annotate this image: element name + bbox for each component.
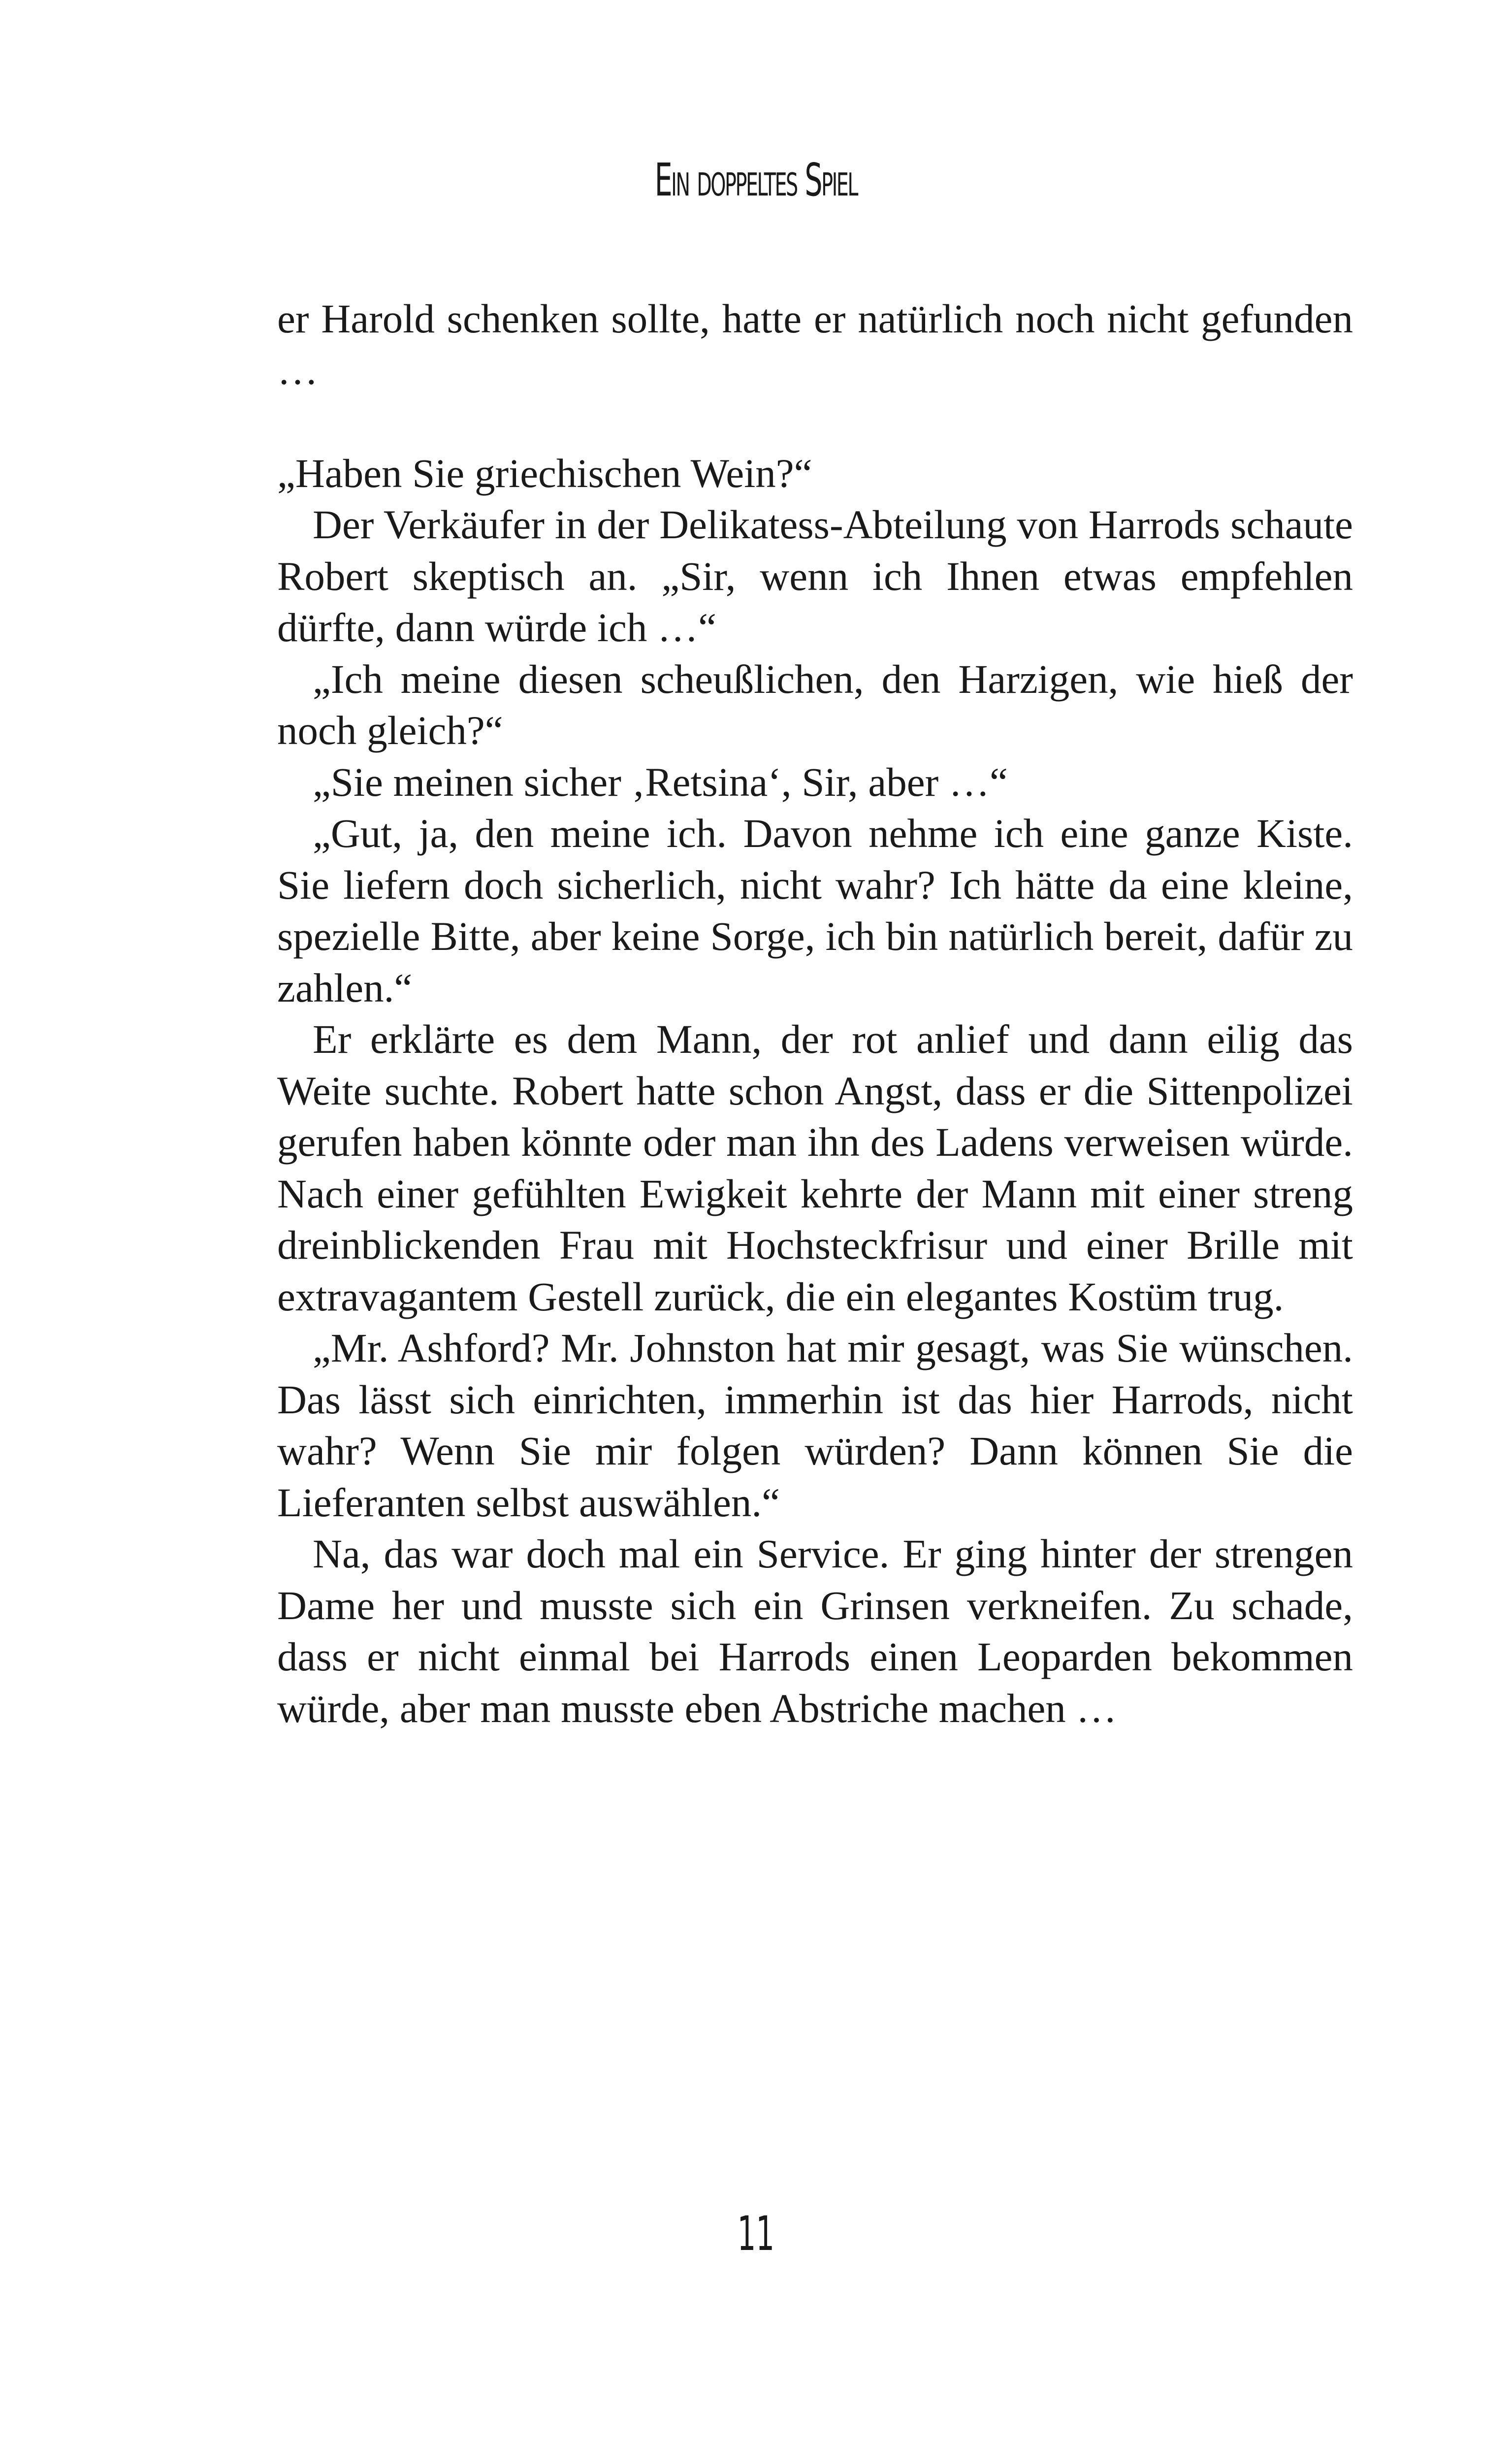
- paragraph: Er erklärte es dem Mann, der rot anlief und dann eilig das Weite suchte. Robert hatte schon Angst, dass er die Sittenpolizei gerufen haben könnte oder man ihn des Ladens verweisen würde. Nach einer gefühlten Ewigkeit kehrte der Mann mit einer streng dreinblickenden Frau mit Hochsteckfrisur und einer Brille mit extravagantem Gestell zurück, die ein elegantes Kostüm trug.: [277, 1016, 1353, 1319]
- paragraph: Der Verkäufer in der Delikatess-Abteilung von Harrods schaute Robert skeptisch an. „Sir, wenn ich Ihnen etwas empfehlen dürfte, dann würde ich …“: [277, 502, 1353, 650]
- running-title: Ein doppeltes Spiel: [654, 154, 858, 206]
- page-number: 11: [737, 2206, 775, 2261]
- body-text: [277, 293, 1353, 1734]
- paragraph: „Haben Sie griechischen Wein?“: [277, 450, 812, 496]
- paragraph: „Gut, ja, den meine ich. Davon nehme ich eine ganze Kiste. Sie liefern doch sicherlich, nicht wahr? Ich hätte da eine kleine, spezielle Bitte, aber keine Sorge, ich bin natürlich bereit, dafür zu zahlen.“: [277, 811, 1353, 1010]
- paragraph: „Mr. Ashford? Mr. Johnston hat mir gesagt, was Sie wünschen. Das lässt sich einrichten, immerhin ist das hier Harrods, nicht wahr? Wenn Sie mir folgen würden? Dann können Sie die Lieferanten selbst auswählen.“: [277, 1325, 1353, 1525]
- paragraph: er Harold schenken sollte, hatte er natürlich noch nicht gefunden …: [277, 296, 1353, 393]
- paragraph: Na, das war doch mal ein Service. Er ging hinter der strengen Dame her und musste sich ein Grinsen verkneifen. Zu schade, dass er nicht einmal bei Harrods einen Leoparden bekommen würde, aber man musste eben Abstriche machen …: [277, 1531, 1353, 1731]
- paragraph: „Ich meine diesen scheußlichen, den Harzigen, wie hieß der noch gleich?“: [277, 656, 1353, 753]
- paragraph: „Sie meinen sicher ‚Retsina‘, Sir, aber …“: [313, 759, 1008, 805]
